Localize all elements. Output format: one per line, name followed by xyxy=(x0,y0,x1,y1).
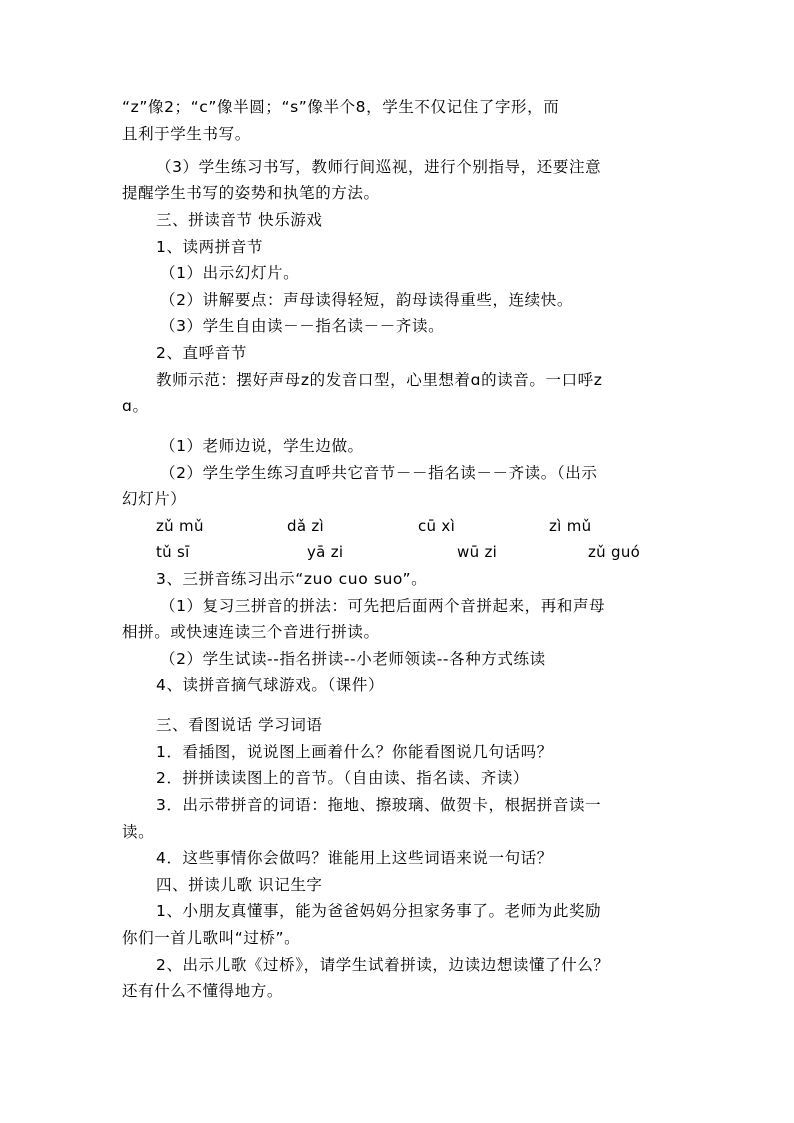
text-line: 读。 xyxy=(122,823,155,841)
text-line: 2．拼拼读读图上的音节。（自由读、指名读、齐读） xyxy=(156,769,530,787)
text-line: “z”像2；“c”像半圆；“s”像半个8，学生不仅记住了字形，而 xyxy=(122,98,560,116)
text-line: 提醒学生书写的姿势和执笔的方法。 xyxy=(122,184,380,202)
text-line: 2、直呼音节 xyxy=(156,344,247,362)
pinyin-word: dǎ zì xyxy=(287,517,325,535)
section-heading: 四、拼读儿歌 识记生字 xyxy=(156,876,323,894)
text-line: （1）老师边说，学生边做。 xyxy=(160,437,364,455)
pinyin-word: cū xì xyxy=(418,517,456,535)
text-line: （1）复习三拼音的拼法：可先把后面两个音拼起来，再和声母 xyxy=(160,597,606,615)
text-line: 3．出示带拼音的词语：拖地、擦玻璃、做贺卡，根据拼音读一 xyxy=(156,796,602,814)
text-line: （3）学生自由读－－指名读－－齐读。 xyxy=(160,317,445,335)
section-heading: 三、拼读音节 快乐游戏 xyxy=(156,211,323,229)
text-line: 教师示范：摆好声母z的发音口型，心里想着ɑ的读音。一口呼z xyxy=(156,371,603,389)
pinyin-word: zǔ mǔ xyxy=(156,517,204,535)
text-line: 4．这些事情你会做吗？谁能用上这些词语来说一句话？ xyxy=(156,849,553,867)
section-heading: 三、看图说话 学习词语 xyxy=(156,716,323,734)
text-line: 3、三拼音练习出示“zuo cuo suo”。 xyxy=(156,570,428,588)
text-line: 1、小朋友真懂事，能为爸爸妈妈分担家务事了。老师为此奖励 xyxy=(156,902,602,920)
text-line: 4、读拼音摘气球游戏。（课件） xyxy=(156,676,385,694)
text-line: 还有什么不懂得地方。 xyxy=(122,982,284,1000)
pinyin-word: zì mǔ xyxy=(549,517,592,535)
text-line: ɑ。 xyxy=(122,397,149,415)
pinyin-word: zǔ guó xyxy=(588,543,641,561)
text-line: （3）学生练习书写，教师行间巡视，进行个别指导，还要注意 xyxy=(156,158,602,176)
text-line: （1）出示幻灯片。 xyxy=(160,264,300,282)
text-line: （2）讲解要点：声母读得轻短，韵母读得重些，连续快。 xyxy=(160,291,573,309)
text-line: （2）学生试读--指名拼读--小老师领读--各种方式练读 xyxy=(160,650,546,668)
text-line: 且利于学生书写。 xyxy=(122,125,251,143)
text-line: （2）学生学生练习直呼共它音节－－指名读－－齐读。（出示 xyxy=(160,464,598,482)
text-line: 1．看插图，说说图上画着什么？你能看图说几句话吗？ xyxy=(156,743,553,761)
text-line: 1、读两拼音节 xyxy=(156,238,264,256)
text-line: 你们一首儿歌叫“过桥”。 xyxy=(122,929,301,947)
pinyin-word: yā zi xyxy=(307,543,344,561)
text-line: 相拼。或快速连读三个音进行拼读。 xyxy=(122,623,380,641)
text-line: 2、出示儿歌《过桥》，请学生试着拼读，边读边想读懂了什么？ xyxy=(156,956,610,974)
pinyin-word: wū zi xyxy=(457,543,498,561)
pinyin-word: tǔ sī xyxy=(156,543,190,561)
text-line: 幻灯片） xyxy=(122,490,187,508)
